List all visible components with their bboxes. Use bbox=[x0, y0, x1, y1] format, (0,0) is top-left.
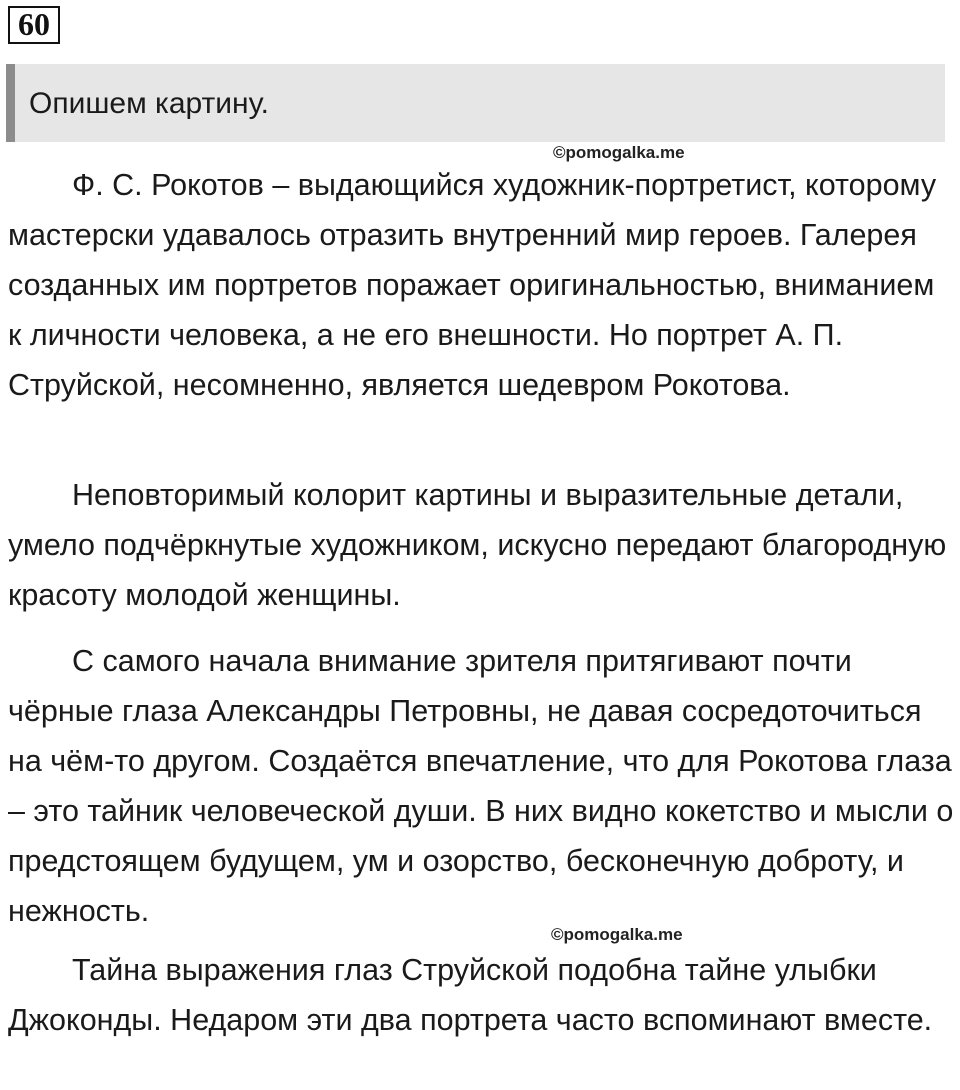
watermark: ©pomogalka.me bbox=[553, 143, 685, 162]
task-banner bbox=[6, 64, 945, 142]
task-instruction: Опишем картину. bbox=[29, 87, 269, 120]
watermark: ©pomogalka.me bbox=[551, 925, 683, 944]
exercise-number-box bbox=[8, 6, 60, 44]
paragraph-3: С самого начала внимание зрителя притягивают почти чёрные глаза Александры Петровны, не давая сосредоточиться на чём-то другом. Создаётся впечатление, что для Рокотова глаза – это тайник человеческой души. В них видно кокетство и мысли о предстоящем будущем, ум и озорство, бесконечную доброту, и нежность. bbox=[8, 644, 954, 928]
paragraph-1: Ф. С. Рокотов – выдающийся художник-портретист, которому мастерски удавалось отразить внутренний мир героев. Галерея созданных им портретов поражает оригинальностью, вниманием к личности человека, а не его внешности. Но портрет А. П. Струйской, несомненно, является шедевром Рокотова. bbox=[8, 168, 937, 402]
paragraph-2: Неповторимый колорит картины и выразительные детали, умело подчёркнутые художником, искусно передают благородную красоту молодой женщины. bbox=[8, 478, 947, 612]
exercise-number: 60 bbox=[18, 6, 50, 42]
paragraph-4: Тайна выражения глаз Струйской подобна тайне улыбки Джоконды. Недаром эти два портрета часто вспоминают вместе. bbox=[8, 953, 933, 1037]
